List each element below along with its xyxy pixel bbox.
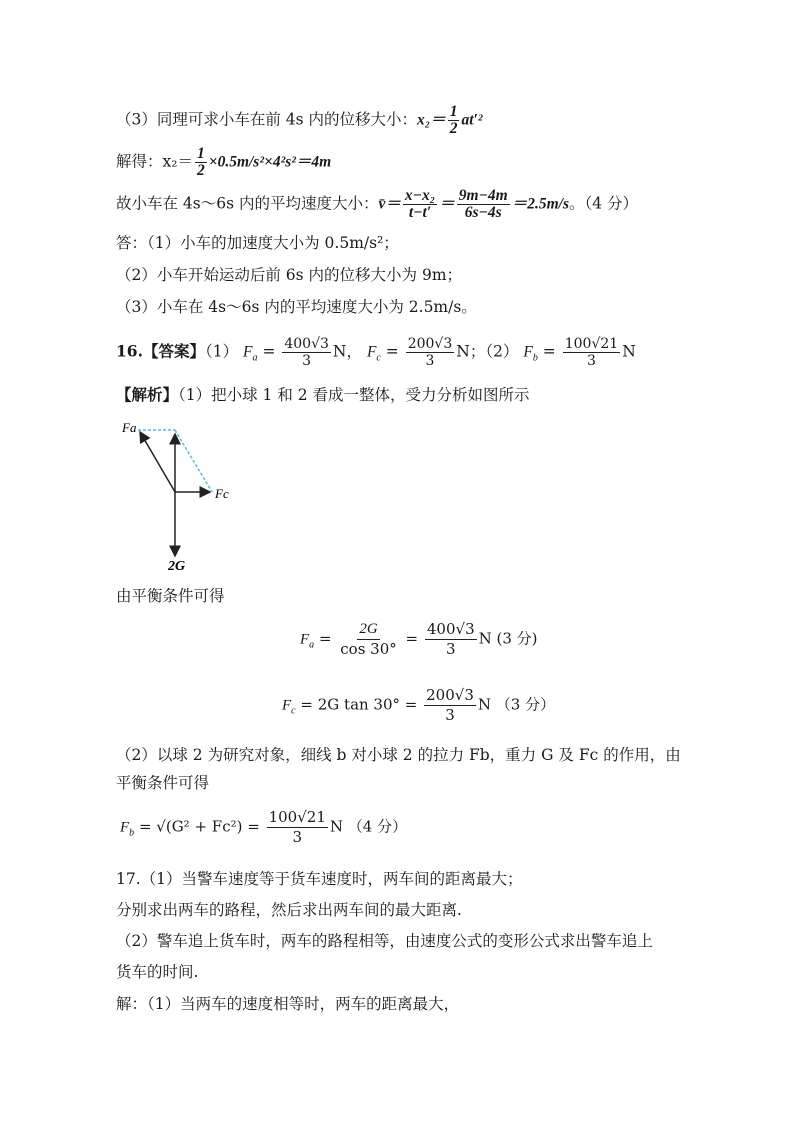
avg-frac-1 — [403, 188, 437, 221]
fa-sym: F — [243, 343, 253, 361]
frac-den: 3 — [445, 640, 456, 658]
frac-den: 3 — [445, 706, 455, 724]
eq2-mid: = 2G tan 30° = — [300, 695, 418, 714]
p3-solve-line — [116, 146, 331, 179]
eq1: $F_a$ = $\frac{2G}{\cos 30^\circ}$ = $\frac{400√3}{3}$ N (3 分) — [300, 620, 538, 658]
avg-eq: ＝ — [385, 195, 401, 213]
eq3-sub: b — [129, 827, 135, 839]
avg-frac-2 — [457, 188, 510, 221]
p3-line1-frac — [448, 104, 460, 137]
part2-line-1: （2）以球 2 为研究对象，细线 b 对小球 2 的拉力 Fb，重力 G 及 Fc 的作用，由 — [116, 746, 681, 764]
eq1-frac-1 — [338, 620, 398, 659]
label-2g: 2G — [168, 559, 186, 574]
fb-frac — [563, 336, 620, 369]
eq1-sub: a — [309, 639, 315, 651]
analysis-text: （1）把小球 1 和 2 看成一整体，受力分析如图所示 — [178, 386, 530, 404]
fc-frac — [406, 336, 455, 369]
frac-num: 2G — [357, 620, 379, 640]
frac-num: 400√3 — [284, 336, 329, 352]
balance-text: 由平衡条件可得 — [116, 587, 225, 605]
fb-sym: F — [523, 343, 533, 361]
eq3-lhs: F — [120, 819, 130, 836]
frac-den: 2 — [449, 120, 458, 137]
fa-arrow — [140, 432, 175, 492]
frac-den: 3 — [425, 353, 435, 369]
eq2-lhs: F — [282, 697, 292, 714]
eq1-lhs: F — [300, 631, 310, 648]
p3-line1 — [116, 104, 483, 137]
eq3-mid: = √(G² + Fc²) = — [138, 817, 260, 836]
p3-line1-tail: at′² — [461, 111, 483, 129]
q16-part1: （1） — [204, 342, 239, 361]
eq1-tail: N (3 分) — [478, 629, 538, 648]
frac-num: 9m−4m — [458, 187, 508, 204]
label-fc: Fc — [215, 486, 229, 501]
p3-line1-text: （3）同理可求小车在前 4s 内的位移大小： — [116, 110, 418, 129]
solve-tail: ×0.5m/s²×4²s²＝4m — [208, 153, 332, 171]
unit-n-2: N — [456, 342, 470, 361]
eq1-frac-2 — [425, 620, 477, 659]
q17-line-1: 17.（1）当警车速度等于货车速度时，两车间的距离最大； — [116, 870, 523, 888]
answer-line-3: （3）小车在 4s～6s 内的平均速度大小为 2.5m/s。 — [116, 298, 477, 316]
frac-den: t−t′ — [408, 204, 432, 221]
frac-num: 1 — [449, 103, 458, 120]
fa-frac — [282, 336, 331, 369]
avg-eq-2: ＝ — [439, 195, 455, 213]
avg-score: 。（4 分） — [569, 194, 639, 213]
fc-sub: c — [376, 352, 381, 364]
frac-num: 400√3 — [426, 620, 475, 638]
frac-num: 200√3 — [426, 686, 474, 704]
p3-avg-line — [116, 188, 638, 221]
eq3-tail: N （4 分） — [329, 817, 408, 836]
frac-num: 100√21 — [564, 336, 619, 352]
answer-line-2: （2）小车开始运动后前 6s 内的位移大小为 9m； — [116, 266, 463, 284]
sep2: ； — [469, 342, 486, 361]
frac-den: 3 — [302, 353, 312, 369]
q17-line-3: （2）警车追上货车时，两车的路程相等，由速度公式的变形公式求出警车追上 — [116, 932, 653, 950]
frac-num: 1 — [196, 145, 205, 162]
q16-part2: （2） — [485, 342, 519, 361]
fb-sub: b — [532, 352, 538, 364]
q16-label: 16. — [116, 341, 143, 361]
label-fa: Fa — [122, 420, 137, 435]
unit-n: N — [332, 342, 347, 361]
eq3-frac — [267, 808, 328, 847]
frac-num: x−x₂ — [404, 187, 436, 204]
fa-sub: a — [252, 352, 258, 364]
frac-den: 6s−4s — [464, 204, 502, 221]
unit-n-3: N — [622, 342, 636, 361]
frac-den: 3 — [292, 828, 302, 846]
force-diagram — [118, 416, 258, 576]
eq2-sub: c — [291, 705, 296, 717]
eq3 — [120, 808, 407, 847]
frac-den: 3 — [586, 353, 596, 369]
frac-num: 200√3 — [407, 336, 453, 352]
answer-line-1: 答：（1）小车的加速度大小为 0.5m/s²； — [116, 234, 399, 252]
fc-sym: F — [366, 343, 377, 361]
q17-line-5: 解：（1）当两车的速度相等时，两车的距离最大， — [116, 995, 460, 1013]
p3-line1-lhs: x₂＝ — [417, 111, 446, 129]
frac-num: 100√21 — [268, 808, 326, 826]
q16-bracket: 【答案】 — [142, 341, 205, 361]
part2-line-2: 平衡条件可得 — [116, 774, 210, 792]
avg-text: 故小车在 4s～6s 内的平均速度大小： — [116, 194, 379, 213]
eq2-tail: N （3 分） — [477, 695, 556, 714]
q17-line-4: 货车的时间. — [116, 963, 199, 981]
sep1: ， — [346, 342, 362, 361]
solve-label: 解得： — [116, 152, 163, 171]
q16-answer-line: 16.【答案】（1） $F_a$ = $\frac{400√3}{3}$ N， $F_c$ = $\frac{200√3}{3}$ N；（2） $F_b$ = $\frac{100√21}{3}$ N — [116, 336, 636, 369]
dashed-right — [175, 430, 212, 492]
solve-lhs: x₂＝ — [162, 152, 193, 171]
frac-den: 2 — [196, 162, 205, 179]
q16-analysis-line — [116, 384, 530, 406]
avg-v: v̄ — [378, 195, 386, 213]
avg-result: ＝2.5m/s — [511, 195, 570, 213]
solve-frac — [195, 146, 207, 179]
analysis-bracket: 【解析】 — [116, 385, 179, 404]
eq2-frac — [424, 686, 476, 725]
eq2 — [282, 686, 555, 725]
frac-den: cos 30° — [340, 640, 397, 658]
q17-line-2: 分别求出两车的路程，然后求出两车间的最大距离. — [116, 901, 462, 919]
